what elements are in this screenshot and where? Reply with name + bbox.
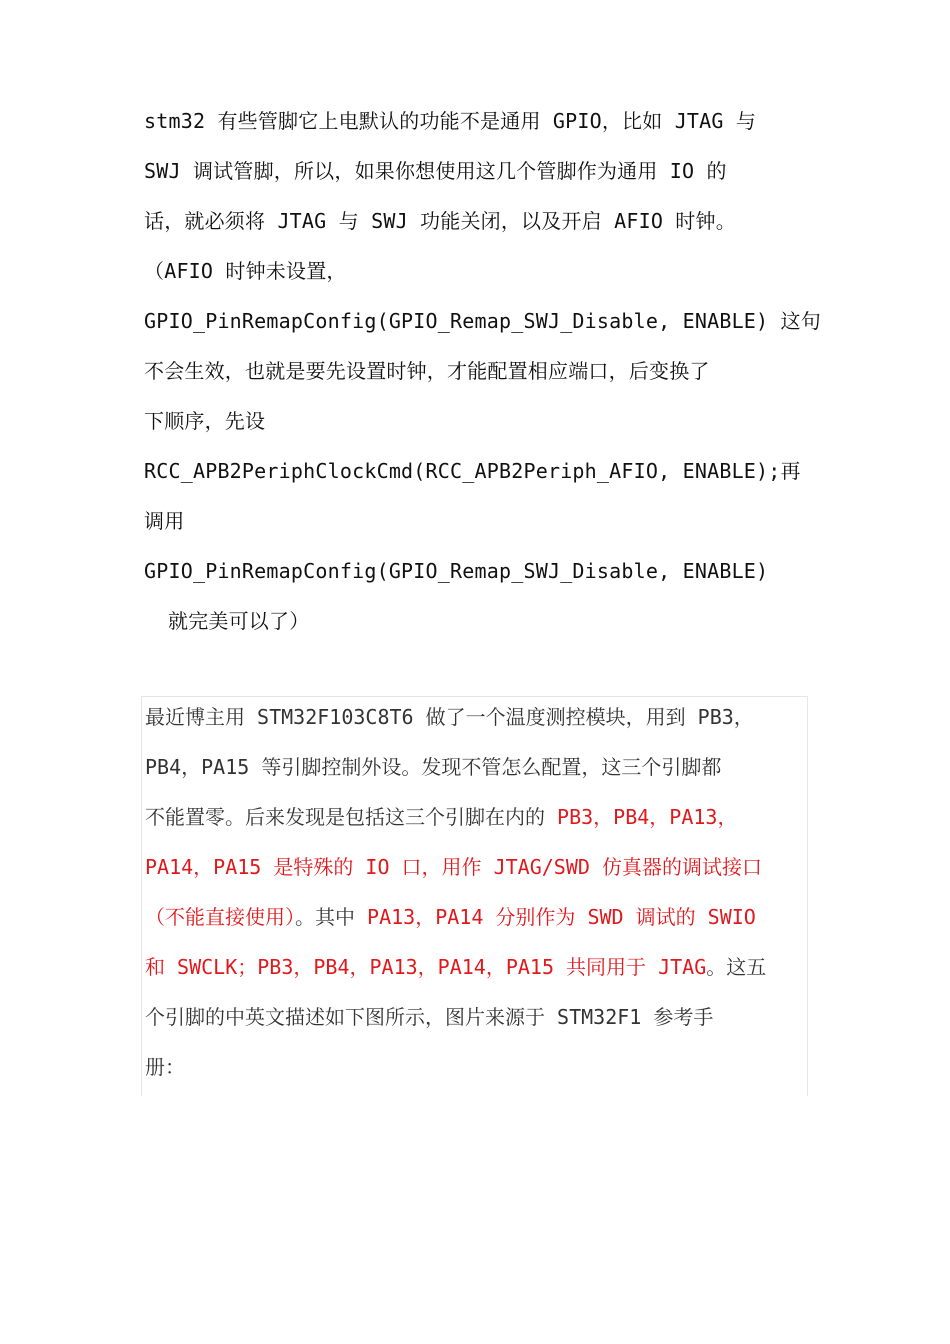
text-line: PB4，PA15 等引脚控制外设。发现不管怎么配置，这三个引脚都 — [145, 755, 722, 779]
paragraph-afio-note — [144, 96, 819, 646]
highlighted-text: 和 SWCLK；PB3，PB4，PA13，PA14，PA15 共同用于 JTAG — [145, 955, 707, 979]
text-line: stm32 有些管脚它上电默认的功能不是通用 GPIO，比如 JTAG 与 — [144, 109, 757, 133]
text-segment: 不能置零。后来发现是包括这三个引脚在内的 — [145, 805, 558, 829]
text-line: 就完美可以了） — [168, 609, 310, 633]
text-line: GPIO_PinRemapConfig(GPIO_Remap_SWJ_Disable, ENABLE) — [144, 559, 769, 583]
highlighted-text: （不能直接使用） — [145, 905, 295, 929]
text-line: SWJ 调试管脚，所以，如果你想使用这几个管脚作为通用 IO 的 — [144, 159, 727, 183]
highlighted-text: PB3，PB4，PA13， — [557, 805, 738, 829]
text-line — [145, 842, 815, 892]
highlighted-text: PA13，PA14 分别作为 SWD 调试的 SWIO — [367, 905, 756, 929]
text-line: 下顺序，先设 — [144, 409, 266, 433]
text-line: 调用 — [144, 509, 185, 533]
text-line: （AFIO 时钟未设置， — [144, 259, 347, 283]
text-segment: 。其中 — [295, 905, 368, 929]
text-line — [145, 942, 815, 992]
text-line: RCC_APB2PeriphClockCmd(RCC_APB2Periph_AFIO, ENABLE);再 — [144, 459, 801, 483]
text-line — [145, 792, 815, 842]
text-line: 个引脚的中英文描述如下图所示，图片来源于 STM32F1 参考手 — [145, 1005, 714, 1029]
text-line: 不会生效，也就是要先设置时钟，才能配置相应端口，后变换了 — [144, 359, 710, 383]
text-segment: 。这五 — [706, 955, 767, 979]
quote-box-paragraph — [145, 692, 815, 1092]
text-line — [145, 892, 815, 942]
text-line: 话，就必须将 JTAG 与 SWJ 功能关闭，以及开启 AFIO 时钟。 — [144, 209, 736, 233]
highlighted-text: PA14，PA15 是特殊的 IO 口，用作 JTAG/SWD 仿真器的调试接口 — [145, 855, 762, 879]
text-line: GPIO_PinRemapConfig(GPIO_Remap_SWJ_Disable, ENABLE) 这句 — [144, 309, 821, 333]
text-line: 最近博主用 STM32F103C8T6 做了一个温度测控模块，用到 PB3， — [145, 705, 754, 729]
text-line: 册： — [145, 1055, 185, 1079]
